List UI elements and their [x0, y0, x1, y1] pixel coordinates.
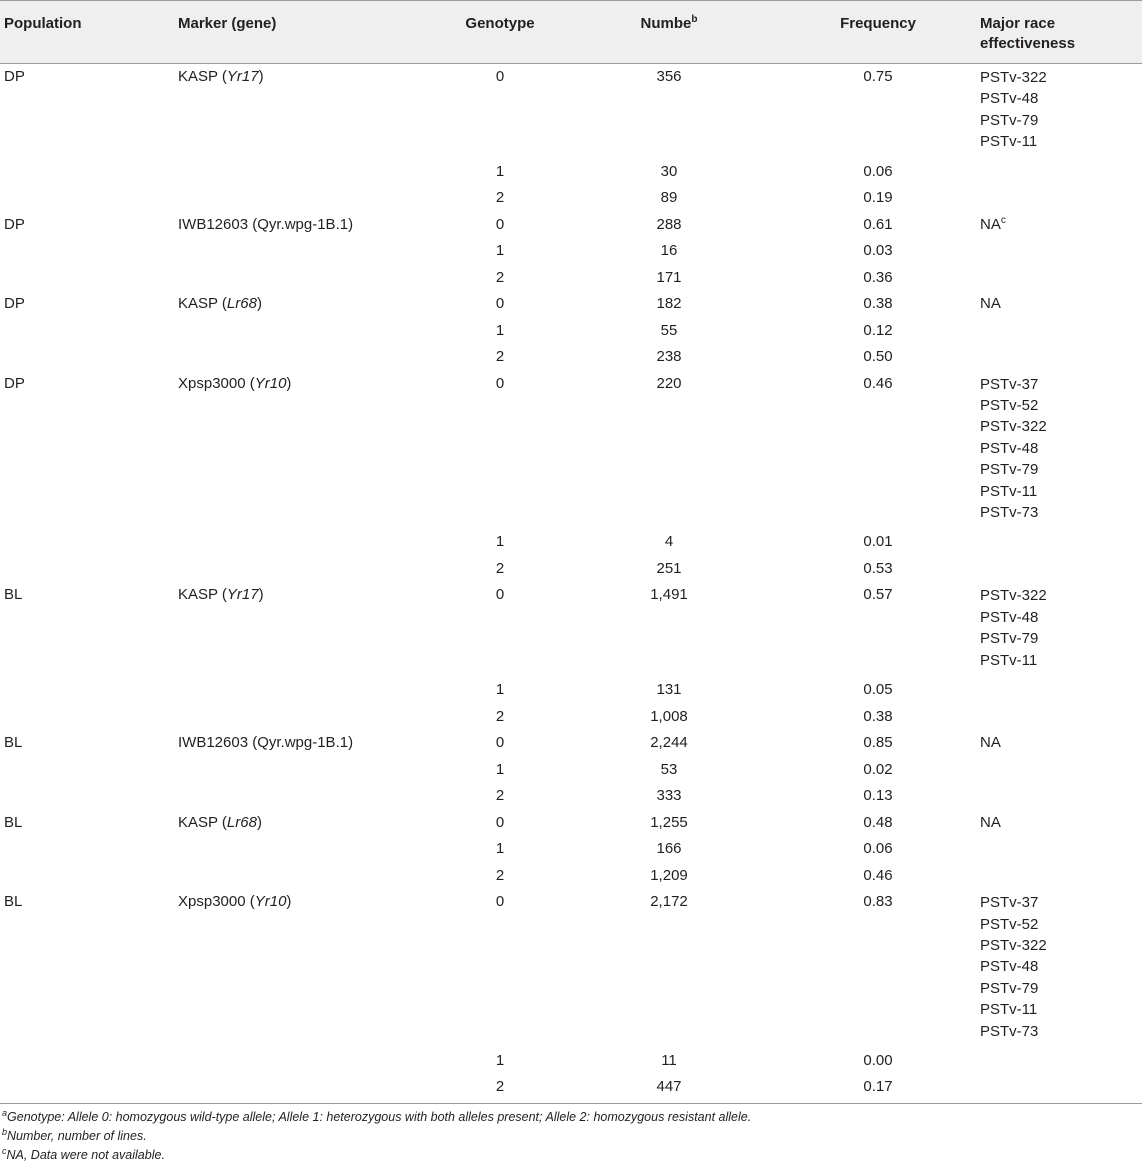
race-item: PSTv-73 — [980, 1022, 1039, 1040]
table-row — [0, 783, 1142, 810]
table-row — [0, 159, 1142, 186]
cell-frequency: 0.19 — [863, 189, 893, 207]
cell-population: BL — [4, 586, 23, 604]
race-item: PSTv-48 — [980, 439, 1039, 457]
cell-race — [976, 529, 1142, 556]
cell-frequency: 0.83 — [863, 893, 893, 911]
cell-genotype: 1 — [495, 242, 505, 260]
cell-genotype: 0 — [495, 586, 505, 604]
race-item: PSTv-73 — [980, 504, 1039, 522]
cell-marker — [174, 757, 442, 784]
gene-name: Yr10 — [254, 374, 287, 392]
cell-genotype: 2 — [442, 1074, 558, 1104]
cell-frequency: 0.50 — [863, 348, 893, 366]
cell-frequency: 0.38 — [863, 707, 893, 725]
cell-number: 1,008 — [650, 707, 688, 725]
cell-population — [0, 344, 174, 371]
race-item: PSTv-48 — [980, 958, 1039, 976]
cell-frequency: 0.61 — [863, 215, 893, 233]
cell-marker: Xpsp3000 (Yr10) — [178, 374, 292, 392]
race-item: PSTv-79 — [980, 461, 1039, 479]
table-row — [0, 265, 1142, 292]
cell-frequency: 0.01 — [863, 533, 893, 551]
cell-number: 220 — [656, 374, 682, 392]
cell-genotype: 2 — [495, 559, 505, 577]
cell-population — [0, 556, 174, 583]
cell-population — [0, 529, 174, 556]
cell-population: DP — [4, 295, 25, 313]
race-item: PSTv-48 — [980, 90, 1039, 108]
cell-population — [0, 318, 174, 345]
gene-name: Yr17 — [226, 68, 259, 85]
cell-frequency: 0.17 — [780, 1074, 976, 1104]
table-row — [0, 836, 1142, 863]
race-item: PSTv-11 — [980, 1001, 1038, 1019]
cell-number: 89 — [660, 189, 678, 207]
table-row — [0, 810, 1142, 837]
table-row — [0, 757, 1142, 784]
cell-marker — [174, 677, 442, 704]
table-row — [0, 238, 1142, 265]
cell-race — [976, 159, 1142, 186]
cell-marker: KASP (Yr17) — [178, 586, 264, 604]
cell-population: BL — [4, 813, 23, 831]
cell-marker — [174, 185, 442, 212]
cell-frequency: 0.03 — [863, 242, 893, 260]
cell-population — [0, 185, 174, 212]
cell-number: 11 — [661, 1051, 677, 1069]
cell-marker — [174, 265, 442, 292]
cell-race — [976, 582, 1142, 677]
cell-population — [0, 783, 174, 810]
footnote: $^a$Genotype: Allele 0: homozygous wild-type allele; Allele 1: heterozygous with both alleles present; Allele 2: homozygous resistant allele. — [2, 1107, 752, 1124]
cell-population: DP — [4, 374, 25, 392]
cell-frequency: 0.53 — [863, 559, 893, 577]
cell-genotype: 0 — [495, 215, 505, 233]
cell-race — [976, 64, 1142, 159]
header-population: Population — [0, 1, 174, 64]
cell-frequency: 0.06 — [863, 162, 893, 180]
cell-marker: Xpsp3000 (Yr10) — [178, 893, 292, 911]
table-row — [0, 556, 1142, 583]
cell-genotype: 1 — [495, 321, 505, 339]
race-item: PSTv-11 — [980, 133, 1038, 151]
gene-name: Yr17 — [226, 586, 259, 604]
cell-frequency: 0.00 — [863, 1051, 893, 1069]
cell-number: 1,491 — [650, 586, 688, 604]
race-item: PSTv-37 — [980, 894, 1039, 912]
cell-number: 356 — [656, 68, 682, 85]
header-genotype: Genotype — [442, 1, 558, 64]
header-number: Numbe$^b$ — [558, 1, 780, 64]
table-header-row — [0, 1, 1142, 64]
cell-race — [976, 1074, 1142, 1104]
cell-race — [976, 344, 1142, 371]
race-item: PSTv-79 — [980, 630, 1039, 648]
cell-frequency: 0.06 — [863, 840, 893, 858]
table-row — [0, 582, 1142, 677]
cell-genotype: 0 — [495, 813, 505, 831]
race-item: PSTv-79 — [980, 979, 1039, 997]
cell-population: DP — [4, 215, 25, 233]
race-item: PSTv-48 — [980, 608, 1039, 626]
table-body — [0, 64, 1142, 1104]
cell-number: 447 — [558, 1074, 780, 1104]
cell-population: DP — [4, 68, 25, 85]
cell-number: 166 — [656, 840, 682, 858]
race-item: PSTv-52 — [980, 915, 1039, 933]
cell-marker — [174, 238, 442, 265]
footnote: $^c$NA, Data were not available. — [2, 1145, 165, 1162]
cell-frequency: 0.13 — [863, 787, 893, 805]
cell-number: 131 — [656, 681, 682, 699]
cell-frequency: 0.48 — [863, 813, 893, 831]
cell-race: NA — [980, 813, 1001, 831]
cell-frequency: 0.46 — [863, 374, 893, 392]
table-row — [0, 1048, 1142, 1075]
table-row — [0, 344, 1142, 371]
table-row — [0, 889, 1142, 1048]
cell-marker — [174, 1074, 442, 1104]
cell-marker: KASP (Yr17) — [178, 68, 264, 85]
header-race: Major race effectiveness — [976, 1, 1142, 64]
cell-population — [0, 159, 174, 186]
cell-population — [0, 757, 174, 784]
table-row — [0, 1074, 1142, 1104]
table-row — [0, 677, 1142, 704]
cell-race — [976, 863, 1142, 890]
cell-race — [976, 704, 1142, 731]
cell-race — [976, 265, 1142, 292]
cell-frequency: 0.85 — [863, 734, 893, 752]
cell-marker: KASP (Lr68) — [178, 295, 262, 313]
race-item: PSTv-11 — [980, 482, 1038, 500]
table-row — [0, 730, 1142, 757]
table-row — [0, 291, 1142, 318]
cell-frequency: 0.05 — [863, 681, 893, 699]
cell-number: 251 — [656, 559, 682, 577]
cell-population — [0, 1048, 174, 1075]
cell-race: NA — [980, 734, 1001, 752]
cell-number: 1,209 — [650, 866, 688, 884]
cell-race — [976, 677, 1142, 704]
cell-genotype: 0 — [495, 68, 505, 85]
cell-race — [976, 318, 1142, 345]
cell-number: 4 — [664, 533, 674, 551]
cell-race — [976, 783, 1142, 810]
cell-genotype: 0 — [495, 734, 505, 752]
cell-genotype: 0 — [495, 295, 505, 313]
race-item: PSTv-322 — [980, 587, 1047, 605]
race-item: PSTv-322 — [980, 936, 1047, 954]
cell-number: 288 — [656, 215, 682, 233]
cell-race — [976, 238, 1142, 265]
table-row — [0, 529, 1142, 556]
cell-population: BL — [4, 893, 23, 911]
cell-marker — [174, 1048, 442, 1075]
cell-genotype: 2 — [495, 189, 505, 207]
cell-genotype: 0 — [495, 893, 505, 911]
gene-name: Yr10 — [254, 893, 287, 911]
cell-genotype: 1 — [495, 162, 505, 180]
cell-genotype: 2 — [495, 866, 505, 884]
cell-population — [0, 863, 174, 890]
cell-number: 30 — [660, 162, 678, 180]
table-row — [0, 704, 1142, 731]
cell-frequency: 0.38 — [863, 295, 893, 313]
cell-genotype: 1 — [495, 760, 505, 778]
header-frequency: Frequency — [780, 1, 976, 64]
cell-race — [976, 371, 1142, 530]
cell-number: 53 — [660, 760, 678, 778]
cell-population — [0, 238, 174, 265]
cell-race — [976, 556, 1142, 583]
gene-name: Lr68 — [226, 813, 257, 831]
cell-number: 16 — [660, 242, 678, 260]
cell-marker — [174, 318, 442, 345]
cell-population — [0, 836, 174, 863]
cell-genotype: 2 — [495, 787, 505, 805]
cell-genotype: 2 — [495, 348, 505, 366]
cell-frequency: 0.36 — [863, 268, 893, 286]
cell-marker — [174, 704, 442, 731]
race-item: PSTv-37 — [980, 375, 1039, 393]
cell-number: 55 — [660, 321, 678, 339]
table-row — [0, 185, 1142, 212]
race-item: PSTv-322 — [980, 418, 1047, 436]
cell-marker — [174, 344, 442, 371]
cell-genotype: 1 — [495, 533, 505, 551]
footnote: $^b$Number, number of lines. — [2, 1126, 147, 1143]
cell-marker — [174, 783, 442, 810]
cell-genotype: 2 — [495, 268, 505, 286]
table-row — [0, 212, 1142, 239]
cell-population: BL — [4, 734, 23, 752]
cell-number: 1,255 — [650, 813, 688, 831]
cell-genotype: 2 — [495, 707, 505, 725]
cell-population — [0, 265, 174, 292]
race-item: PSTv-79 — [980, 111, 1039, 129]
cell-marker — [174, 556, 442, 583]
cell-frequency: 0.75 — [863, 68, 893, 85]
cell-number: 171 — [656, 268, 682, 286]
table-row — [0, 371, 1142, 530]
cell-marker — [174, 159, 442, 186]
cell-marker: KASP (Lr68) — [178, 813, 262, 831]
cell-frequency: 0.02 — [863, 760, 893, 778]
cell-race — [976, 757, 1142, 784]
cell-marker: IWB12603 (Qyr.wpg-1B.1) — [178, 734, 354, 752]
cell-population — [0, 677, 174, 704]
gene-name: Lr68 — [226, 295, 257, 313]
cell-genotype: 1 — [495, 1051, 505, 1069]
cell-race: $NA^c$ — [980, 214, 1006, 233]
cell-frequency: 0.46 — [863, 866, 893, 884]
cell-frequency: 0.57 — [863, 586, 893, 604]
cell-race — [976, 889, 1142, 1048]
table-row — [0, 64, 1142, 159]
cell-frequency: 0.12 — [863, 321, 893, 339]
race-item: PSTv-11 — [980, 651, 1038, 669]
cell-population — [0, 704, 174, 731]
race-item: PSTv-52 — [980, 397, 1039, 415]
cell-genotype: 1 — [495, 840, 505, 858]
cell-number: 333 — [656, 787, 682, 805]
header-marker: Marker (gene) — [174, 1, 442, 64]
cell-number: 238 — [656, 348, 682, 366]
cell-marker: IWB12603 (Qyr.wpg-1B.1) — [178, 215, 354, 233]
cell-number: 2,172 — [650, 893, 688, 911]
cell-number: 182 — [656, 295, 682, 313]
cell-race: NA — [980, 295, 1001, 313]
cell-race — [976, 1048, 1142, 1075]
cell-genotype: 1 — [495, 681, 505, 699]
race-item: PSTv-322 — [980, 69, 1047, 86]
table-row — [0, 318, 1142, 345]
cell-genotype: 0 — [495, 374, 505, 392]
cell-marker — [174, 529, 442, 556]
cell-race — [976, 185, 1142, 212]
cell-number: 2,244 — [650, 734, 688, 752]
cell-marker — [174, 836, 442, 863]
cell-population — [0, 1074, 174, 1104]
table-row — [0, 863, 1142, 890]
footnotes — [2, 1108, 751, 1165]
cell-race — [976, 836, 1142, 863]
cell-marker — [174, 863, 442, 890]
